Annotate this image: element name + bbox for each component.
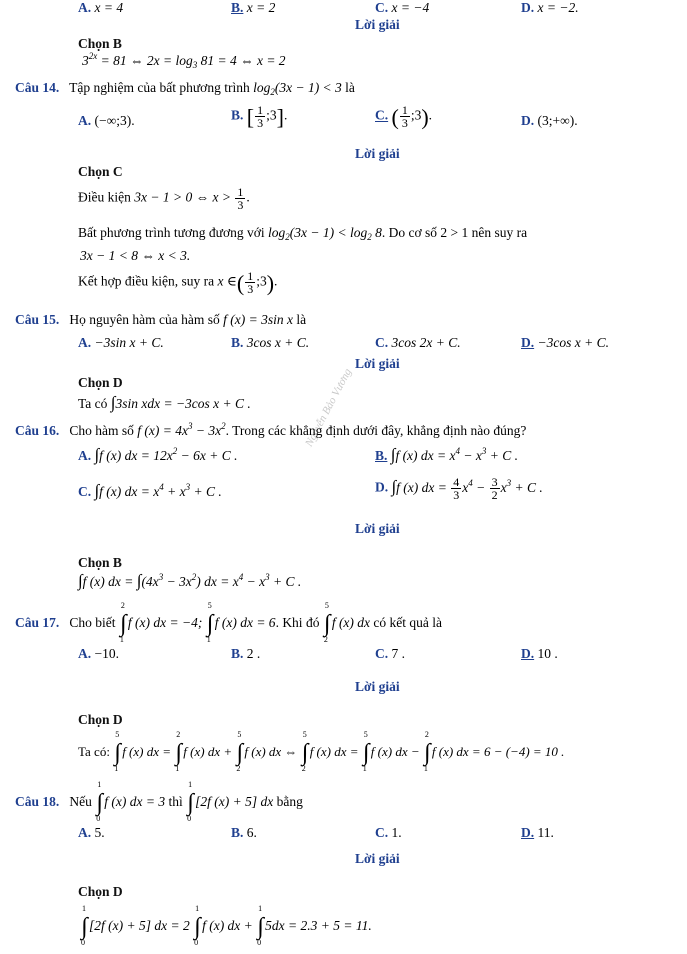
q13-option-d: D. x = −2. bbox=[521, 0, 579, 15]
q13-option-a: A. x = 4 bbox=[78, 0, 124, 15]
watermark: Nguyễn Bảo Vương bbox=[303, 366, 355, 449]
q18-option-c: C. 1. bbox=[375, 825, 402, 840]
q18-choice: Chọn D bbox=[78, 884, 123, 899]
q14-option-c: C. ( $\frac{1}{3}$ ;3). bbox=[375, 103, 433, 130]
q14-option-b: B. [ $\frac{1}{3}$ ;3]. bbox=[231, 103, 288, 130]
q13-option-b: B. x = 2 bbox=[231, 0, 276, 15]
q18-solution-line: 1 ∫ 0 [2f (x) + 5] dx = 2 1 ∫ 0 f (x) dx + 1 ∫ 0 5dx = 2.3 + 5 = 11. bbox=[81, 904, 372, 947]
q16-solution-line: ∫f (x) dx = $\int(4x^3 - 3x^2)$ dx = $x^4 - x^3 + C$ . bbox=[78, 571, 302, 590]
q18-option-a: A. 5. bbox=[78, 825, 105, 840]
q18-option-d: D. 11. bbox=[521, 825, 554, 840]
q14-solution-heading: Lời giải bbox=[355, 146, 400, 161]
q17-option-d: D. 10 . bbox=[521, 646, 558, 661]
q14-solution-conclusion: Kết hợp điều kiện, suy ra x ∈( $\frac{1}{3}$ ;3). bbox=[78, 269, 278, 296]
q15-choice: Chọn D bbox=[78, 375, 123, 390]
q14-option-a: A. (−∞;3). bbox=[78, 113, 135, 128]
q15-stem: Câu 15. Họ nguyên hàm của hàm số f (x) = 3sin x là bbox=[15, 312, 307, 327]
q17-solution-line: Ta có: 5 ∫ 1 f (x) dx = 2 ∫ 1 f (x) dx + 5 ∫ 2 f (x) dx ⇔ 5 ∫ 2 f (x) dx = 5 ∫ 1 f (x) dx − 2 ∫ 1 f (x) dx = 6 − (−4) = 10 . bbox=[78, 730, 565, 773]
q16-choice: Chọn B bbox=[78, 555, 122, 570]
q17-solution-heading: Lời giải bbox=[355, 679, 400, 694]
q16-option-d: D. ∫f (x) dx = $\frac{4}{3}$ $x^4$ − $\frac{3}{2}$ $x^3 + C$ . bbox=[375, 475, 543, 502]
q16-solution-heading: Lời giải bbox=[355, 521, 400, 536]
q15-solution-line: Ta có ∫3sin xdx = −3cos x + C . bbox=[78, 393, 251, 412]
q17-stem: Câu 17. Cho biết 2 ∫ 1 f (x) dx = −4; 5 ∫ 1 f (x) dx = 6. Khi đó 5 ∫ 2 f (x) dx có kết quả là bbox=[15, 601, 443, 644]
q15-option-c: C. 3cos 2x + C. bbox=[375, 335, 461, 350]
q17-option-b: B. 2 . bbox=[231, 646, 261, 661]
q14-option-d: D. (3;+∞). bbox=[521, 113, 578, 128]
q15-option-a: A. −3sin x + C. bbox=[78, 335, 164, 350]
q18-stem: Câu 18. Nếu 1 ∫ 0 f (x) dx = 3 thì 1 ∫ 0 [2f (x) + 5] dx bằng bbox=[15, 780, 303, 823]
q14-solution-condition: Điều kiện 3x − 1 > 0 ⇔ x > $\frac{1}{3}$ . bbox=[78, 185, 250, 212]
q18-solution-heading: Lời giải bbox=[355, 851, 400, 866]
q13-solution-heading: Lời giải bbox=[355, 17, 400, 32]
q16-option-a: A. ∫f (x) dx = $12x^2 - 6x + C$ . bbox=[78, 445, 238, 464]
q14-solution-inequality: 3x − 1 < 8 ⇔ x < 3. bbox=[80, 248, 191, 263]
q17-choice: Chọn D bbox=[78, 712, 123, 727]
q16-stem: Câu 16. Cho hàm số f $(x) = 4x^3 - 3x^2$. Trong các khẳng định dưới đây, khẳng định nào đúng? bbox=[15, 421, 527, 438]
q13-option-c: C. x = −4 bbox=[375, 0, 430, 15]
q13-solution-line: $3^{2x} = 81$ ⇔ $2x = \log_3 81 = 4$ ⇔ x = 2 bbox=[82, 51, 286, 70]
q15-option-d: D. −3cos x + C. bbox=[521, 335, 609, 350]
q16-option-b: B. ∫f (x) dx = $x^4 - x^3 + C$ . bbox=[375, 445, 518, 464]
q13-choice: Chọn B bbox=[78, 36, 122, 51]
q14-stem: Câu 14. Tập nghiệm của bất phương trình $\log_2(3x - 1) < 3$ là bbox=[15, 80, 355, 97]
q15-solution-heading: Lời giải bbox=[355, 356, 400, 371]
q15-option-b: B. 3cos x + C. bbox=[231, 335, 310, 350]
q18-option-b: B. 6. bbox=[231, 825, 257, 840]
q14-solution-equivalence: Bất phương trình tương đương với $\log_2(3x - 1) < \log_2 8$. Do cơ số 2 > 1 nên suy ra bbox=[78, 225, 528, 242]
q17-option-c: C. 7 . bbox=[375, 646, 405, 661]
q16-option-c: C. ∫f (x) dx = $x^4 + x^3 + C$ . bbox=[78, 481, 222, 500]
q17-option-a: A. −10. bbox=[78, 646, 119, 661]
q14-choice: Chọn C bbox=[78, 164, 123, 179]
